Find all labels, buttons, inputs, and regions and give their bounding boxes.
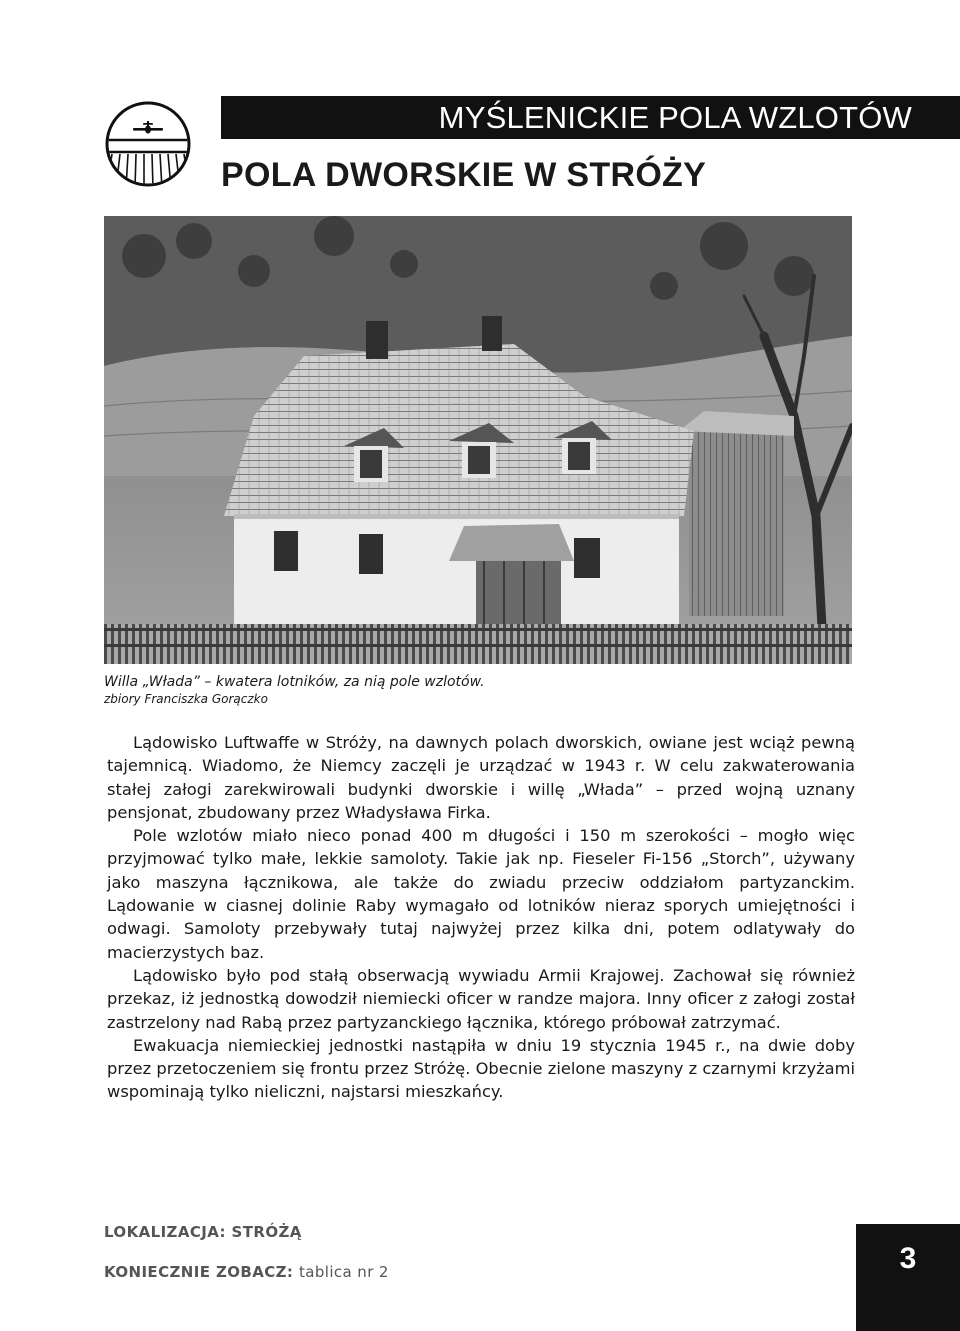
series-title: MYŚLENICKIE POLA WZLOTÓW (438, 100, 912, 135)
page-number-box (856, 1224, 960, 1331)
photo-caption (104, 673, 804, 707)
caption-text: Willa „Włada” – kwatera lotników, za nią pole wzlotów. (104, 674, 485, 690)
airfield-logo (103, 96, 193, 192)
series-header-bar (221, 96, 960, 139)
article-body (107, 731, 855, 1104)
article-paragraph: Lądowisko Luftwaffe w Stróży, na dawnych polach dworskich, owiane jest wciąż pewną tajemnicą. Wiadomo, że Niemcy zaczęli je urządzać w 1943 r. W celu zakwaterowania stałej załogi zarekwirowali budynki dworskie i willę „Włada” – przed wojną uznany pensjonat, zbudowany przez Władysława Firka. (107, 733, 855, 822)
must-see-label: KONIECZNIE ZOBACZ: (104, 1263, 294, 1281)
must-see-line (104, 1262, 389, 1282)
page-title: POLA DWORSKIE W STRÓŻY (221, 156, 707, 194)
location-label: LOKALIZACJA: STRÓŻĄ (104, 1223, 302, 1241)
article-paragraph: Pole wzlotów miało nieco ponad 400 m długości i 150 m szerokości – mogło więc przyjmować tylko małe, lekkie samoloty. Takie jak np. Fieseler Fi-156 „Storch”, używany jako maszyna łącznikowa, ale także do zwiadu przeciw oddziałom partyzanckim. Lądowanie w ciasnej dolinie Raby wymagało od lotników nieraz sporych umiejętności i odwagi. Samoloty przebywały tutaj najwyżej przez kilka dni, potem odlatywały do macierzystych baz. (107, 826, 855, 962)
caption-credit: zbiory Franciszka Gorączko (104, 692, 268, 706)
villa-photo (104, 216, 852, 664)
footer-meta (104, 1222, 389, 1282)
villa-photo-illustration (104, 216, 852, 664)
airfield-airplane-icon (103, 96, 193, 192)
article-paragraph: Lądowisko było pod stałą obserwacją wywiadu Armii Krajowej. Zachował się również przekaz, iż jednostką dowodził niemiecki oficer w randze majora. Inny oficer z załogi został zastrzelony nad Rabą przez partyzanckiego łącznika, którego próbował zatrzymać. (107, 965, 855, 1032)
must-see-value: tablica nr 2 (298, 1263, 389, 1281)
article-paragraph: Ewakuacja niemieckiej jednostki nastąpiła w dniu 19 stycznia 1945 r., na dwie doby przez przetoczeniem się frontu przez Stróżę. Obecnie zielone maszyny z czarnymi krzyżami wspominają tylko nieliczni, najstarsi mieszkańcy. (107, 1035, 855, 1102)
page-number: 3 (899, 1242, 917, 1275)
